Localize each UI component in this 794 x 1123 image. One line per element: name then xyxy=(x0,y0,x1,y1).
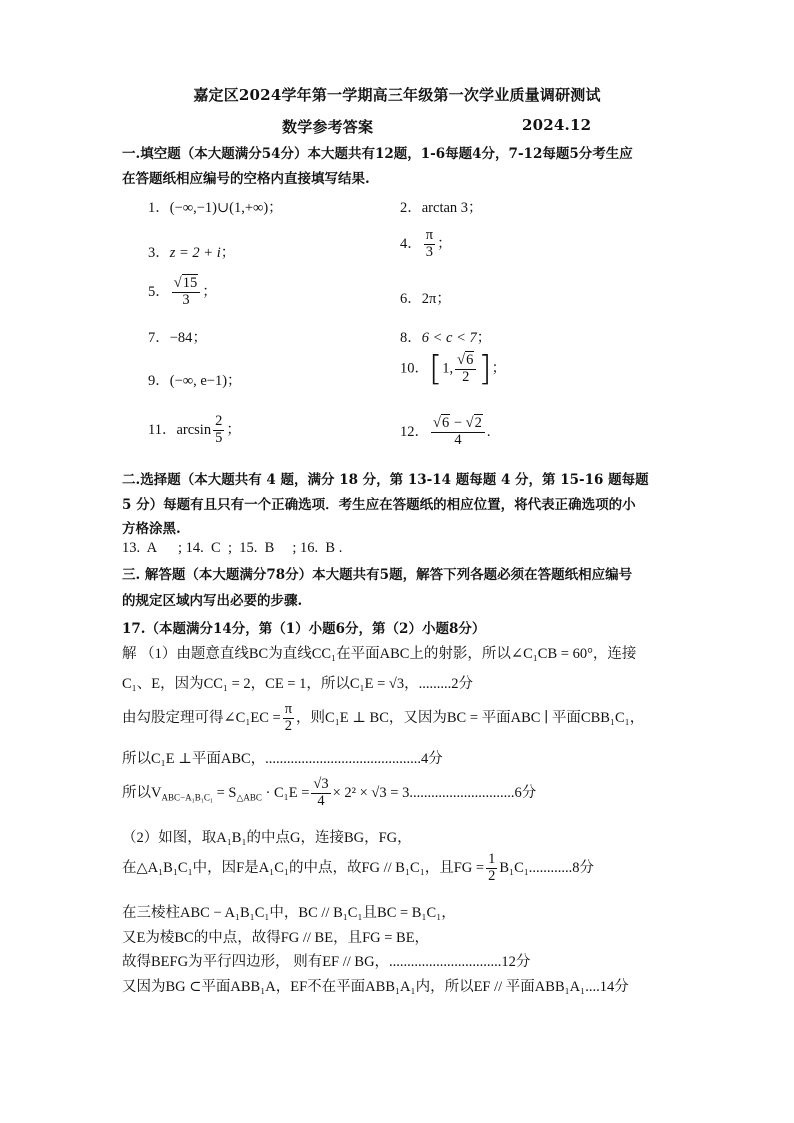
section1-heading-line1: 一.填空题（本大题满分54分）本大题共有12题，1-6每题4分，7-12每题5分考生应 xyxy=(122,146,633,162)
answer-11: 11．arcsin $\frac{2}{5}$ ； xyxy=(148,413,241,446)
section2-answers: 13. A ; 14. C ; 15. B ; 16. B . xyxy=(122,540,343,556)
section3-line1: 三. 解答题（本大题满分78分）本大题共有5题，解答下列各题必须在答题纸相应编号 xyxy=(122,567,633,583)
solution-line-9: 又E为棱BC的中点，故得FG // BE，且FG = BE， xyxy=(122,930,430,946)
answer-1: 1．(−∞,−1)∪(1,+∞)； xyxy=(148,200,283,216)
problem17-heading: 17.（本题满分14分，第（1）小题6分，第（2）小题8分） xyxy=(122,621,486,637)
answer-2: 2．arctan 3； xyxy=(400,200,483,216)
solution-line-1: 解 （1）由题意直线BC为直线CC₁在平面ABC上的射影，所以∠C₁CB = 60°，连接 xyxy=(122,646,637,662)
section2-line1: 二.选择题（本大题共有 4 题，满分 18 分，第 13-14 题每题 4 分，第 15-16 题每题 xyxy=(122,472,649,488)
answer-6: 6．2π； xyxy=(400,291,451,307)
solution-line-4: 所以C₁E ⊥平面ABC，...........................................4分 xyxy=(122,751,443,767)
section2-line3: 方格涂黑. xyxy=(122,521,181,537)
solution-line-7: 在△A₁B₁C₁中，因F是A₁C₁的中点，故FG // B₁C₁，且FG = $\frac{1}{2}$ B₁C₁............8分 xyxy=(122,851,595,884)
solution-line-6: （2）如图，取A₁B₁的中点G，连接BG，FG， xyxy=(122,830,412,846)
answer-10: 10．[1, $\frac{√6}{2}$ ]； xyxy=(400,349,507,389)
page-title: 嘉定区2024学年第一学期高三年级第一次学业质量调研测试 xyxy=(193,86,601,104)
section3-line2: 的规定区域内写出必要的步骤. xyxy=(122,593,303,609)
answer-12: 12． $\frac{√6 - √2}{4}$ . xyxy=(400,415,491,448)
answer-3: 3．z = 2 + i； xyxy=(148,245,236,261)
section1-heading-line2: 在答题纸相应编号的空格内直接填写结果. xyxy=(122,171,370,187)
solution-line-8: 在三棱柱ABC − A₁B₁C₁中，BC // B₁C₁且BC = B₁C₁， xyxy=(122,905,456,921)
page-date: 2024.12 xyxy=(522,116,592,134)
solution-line-11: 又因为BG ⊂平面ABB₁A，EF不在平面ABB₁A₁内，所以EF // 平面ABB₁A₁....14分 xyxy=(122,979,629,995)
answer-7: 7．−84； xyxy=(148,330,207,346)
solution-line-10: 故得BEFG为平行四边形， 则有EF // BG，...............................12分 xyxy=(122,954,531,970)
section2-line2: 5 分）每题有且只有一个正确选项．考生应在答题纸的相应位置，将代表正确选项的小 xyxy=(122,497,636,513)
solution-line-3: 由勾股定理可得∠C₁EC = $\frac{\pi}{2}$ ，则C₁E ⊥ BC，又因为BC = 平面ABC ∣ 平面CBB₁C₁， xyxy=(122,701,645,734)
answer-5: 5． $\frac{√15}{3}$ ； xyxy=(148,275,217,308)
solution-line-5: 所以$V_{ABC-A_1B_1C_1} = S_{\triangle ABC} \cdot C_1E$ = $\frac{√3}{4}$ × 2² × √3 = 3.............................6分 xyxy=(122,776,537,809)
page-subtitle: 数学参考答案 xyxy=(282,118,374,136)
solution-line-2: C₁、E，因为CC₁ = 2，CE = 1，所以C₁E = √3，.........2分 xyxy=(122,676,473,692)
answer-8: 8．6 < c < 7； xyxy=(400,330,492,346)
answer-9: 9．(−∞, e−1)； xyxy=(148,373,242,389)
answer-4: 4． $\frac{\pi}{3}$ ； xyxy=(400,227,452,260)
